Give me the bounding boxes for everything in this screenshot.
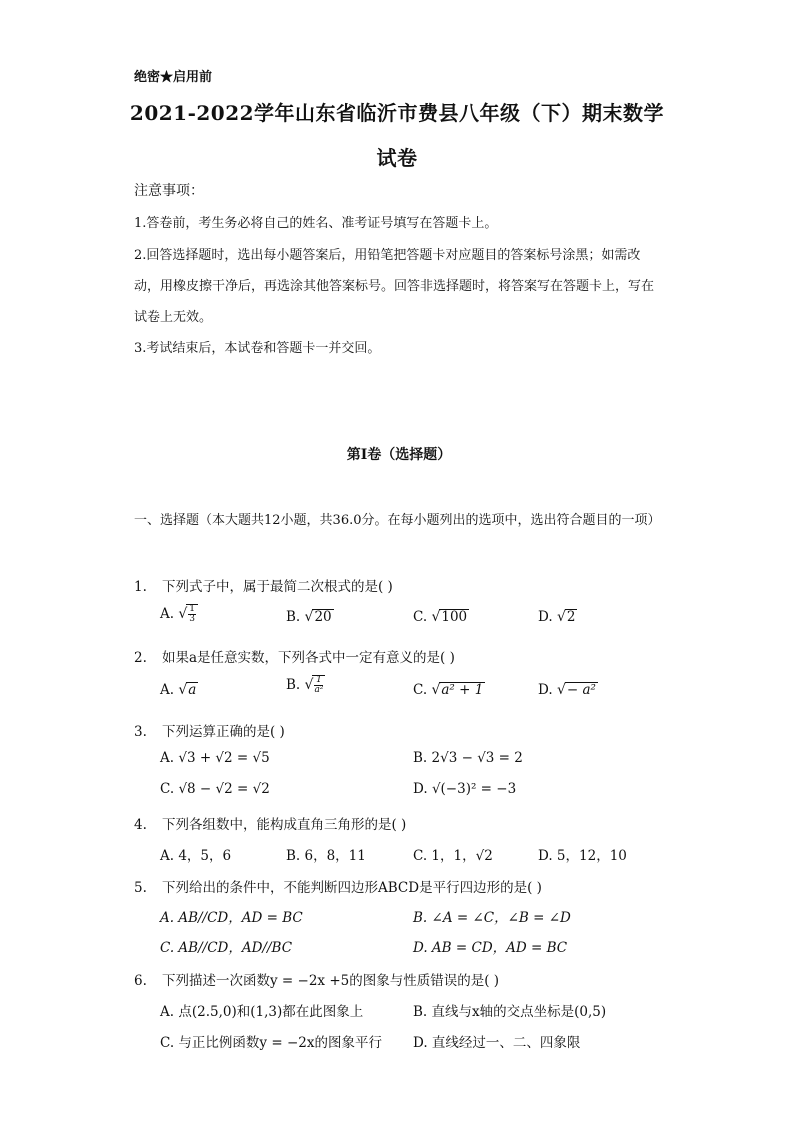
question-stem: 下列给出的条件中，不能判断四边形ABCD是平行四边形的是( )	[162, 880, 542, 896]
q2-option-d: D. √− a²	[538, 682, 596, 698]
q6-option-b: B. 直线与x轴的交点坐标是(0,5)	[413, 1004, 607, 1020]
notice-item-1: 1.答卷前，考生务必将自己的姓名、准考证号填写在答题卡上。	[134, 216, 498, 231]
question-number: 3.	[134, 724, 147, 740]
exam-title-line1: 2021-2022学年山东省临沂市费县八年级（下）期末数学	[129, 101, 665, 125]
question-stem: 下列各组数中，能构成直角三角形的是( )	[162, 817, 407, 833]
q3-option-c: C. √8 − √2 = √2	[160, 781, 270, 797]
notice-item-3: 3.考试结束后，本试卷和答题卡一并交回。	[134, 341, 381, 356]
exam-title-line2: 试卷	[376, 146, 418, 170]
part-title: 第Ⅰ卷（选择题）	[346, 447, 452, 463]
q5-option-d: D. AB = CD，AD = BC	[413, 940, 568, 956]
q2-option-c: C. √a² + 1	[413, 682, 484, 698]
question-stem: 下列式子中，属于最简二次根式的是( )	[162, 579, 393, 595]
q3-option-d: D. √(−3)² = −3	[413, 781, 517, 797]
question-number: 5.	[134, 880, 147, 896]
question-1	[134, 575, 393, 595]
q5-option-a: A. AB//CD，AD = BC	[160, 910, 303, 926]
q6-option-d: D. 直线经过一、二、四象限	[413, 1035, 581, 1051]
q1-option-d: D. √2	[538, 609, 576, 625]
question-4	[134, 813, 406, 833]
question-stem: 下列描述一次函数y = −2x +5的图象与性质错误的是( )	[162, 973, 500, 989]
q6-option-a: A. 点(2.5,0)和(1,3)都在此图象上	[160, 1004, 364, 1020]
q6-option-c: C. 与正比例函数y = −2x的图象平行	[160, 1035, 382, 1051]
secret-label: 绝密★启用前	[134, 70, 213, 85]
q4-option-a: A. 4，5，6	[160, 848, 232, 864]
q3-option-a: A. √3 + √2 = √5	[160, 750, 270, 766]
question-number: 2.	[134, 650, 147, 666]
question-number: 6.	[134, 973, 147, 989]
notice-item-2: 2.回答选择题时，选出每小题答案后，用铅笔把答题卡对应题目的答案标号涂黑；如需改动，用橡皮擦干净后，再选涂其他答案标号。回答非选择题时，将答案写在答题卡上，写在试卷上无效。	[134, 248, 655, 325]
q1-option-c: C. √100	[413, 609, 468, 625]
q2-option-b: B. √ $\frac{1}{\text{a²}}$	[286, 675, 324, 695]
question-2	[134, 646, 455, 666]
notice-heading: 注意事项：	[134, 183, 204, 199]
q2-option-a: A. √a	[160, 682, 197, 698]
section-title: 一、选择题（本大题共12小题，共36.0分。在每小题列出的选项中，选出符合题目的一项）	[134, 513, 661, 528]
q5-option-b: B. ∠A = ∠C，∠B = ∠D	[413, 910, 571, 926]
question-6	[134, 969, 499, 989]
q3-option-b: B. 2√3 − √3 = 2	[413, 750, 523, 766]
q4-option-d: D. 5，12，10	[538, 848, 627, 864]
q5-option-c: C. AB//CD，AD//BC	[160, 940, 293, 956]
q4-option-b: B. 6，8，11	[286, 848, 366, 864]
question-5	[134, 876, 542, 896]
question-stem: 下列运算正确的是( )	[162, 724, 285, 740]
q1-option-b: B. √20	[286, 609, 332, 625]
question-number: 1.	[134, 579, 147, 595]
q4-option-c: C. 1，1，√2	[413, 848, 493, 864]
q1-option-a: A. √ $\frac{1}{3}$	[160, 604, 198, 624]
question-stem: 如果a是任意实数，下列各式中一定有意义的是( )	[162, 650, 455, 666]
question-3	[134, 720, 285, 740]
question-number: 4.	[134, 817, 147, 833]
